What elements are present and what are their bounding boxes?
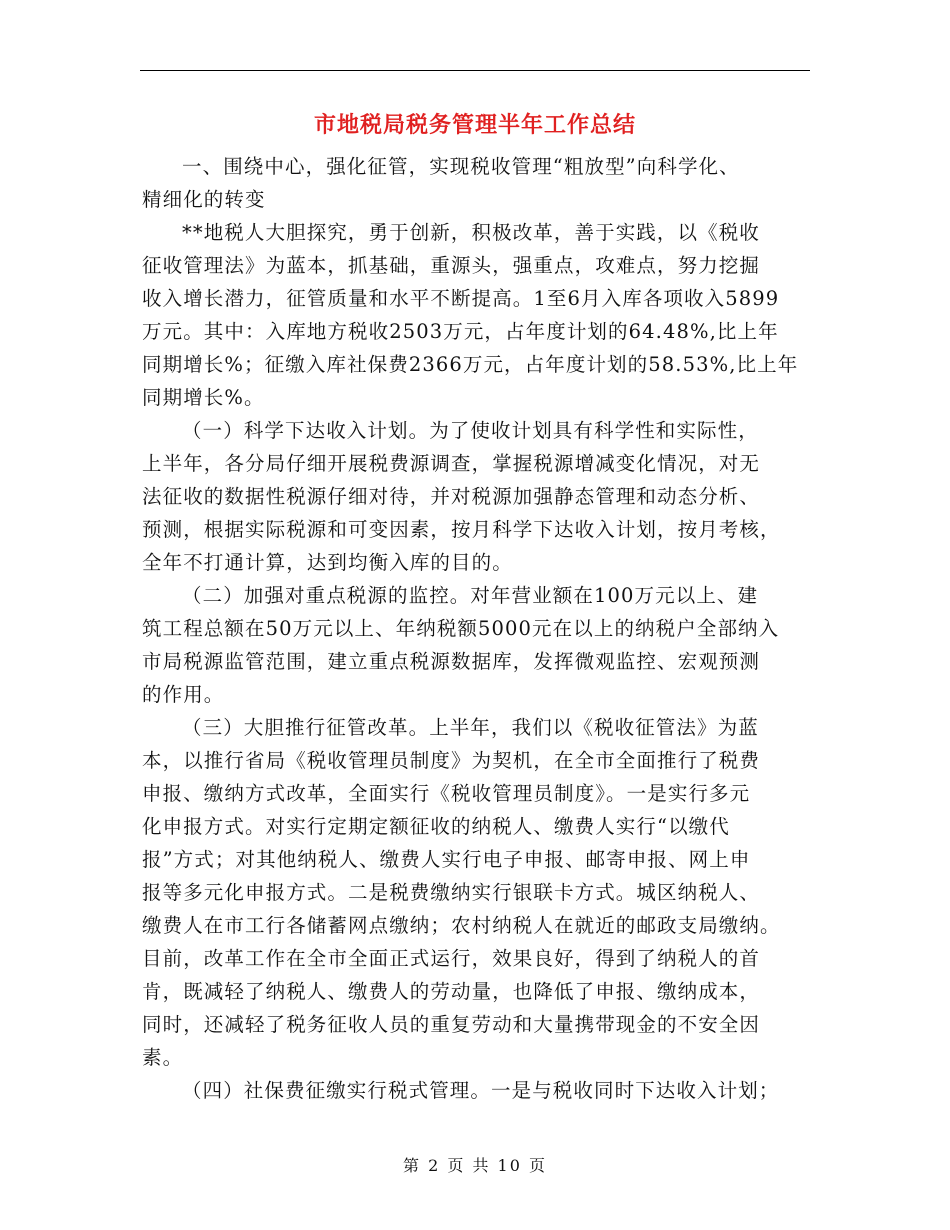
header-rule <box>140 70 810 71</box>
text-line: 同时，还减轻了税务征收人员的重复劳动和大量携带现金的不安全因 <box>142 1013 761 1036</box>
text-line: 一、围绕中心，强化征管，实现税收管理“粗放型”向科学化、 <box>182 155 740 178</box>
text-line: 本，以推行省局《税收管理员制度》为契机，在全市全面推行了税费 <box>142 749 761 772</box>
text-line: （二）加强对重点税源的监控。对年营业额在100万元以上、建 <box>182 584 759 607</box>
text-line: 申报、缴纳方式改革，全面实行《税收管理员制度》。一是实行多元 <box>142 782 751 805</box>
text-line: （四）社保费征缴实行税式管理。一是与税收同时下达收入计划； <box>182 1079 780 1102</box>
text-line: 上半年，各分局仔细开展税费源调查，掌握税源增减变化情况，对无 <box>142 452 761 475</box>
text-line: 化申报方式。对实行定期定额征收的纳税人、缴费人实行“以缴代 <box>142 815 730 838</box>
document-title: 市地税局税务管理半年工作总结 <box>313 112 636 138</box>
text-line: 预测，根据实际税源和可变因素，按月科学下达收入计划，按月考核， <box>142 518 781 541</box>
text-line: 市局税源监管范围，建立重点税源数据库，发挥微观监控、宏观预测 <box>142 650 761 673</box>
text-line: 收入增长潜力，征管质量和水平不断提高。1至6月入库各项收入5899 <box>142 287 780 310</box>
text-line: 全年不打通计算，达到均衡入库的目的。 <box>142 551 513 574</box>
text-line: 同期增长%；征缴入库社保费2366万元，占年度计划的58.53%,比上年 <box>142 353 799 376</box>
text-line: 报”方式；对其他纳税人、缴费人实行电子申报、邮寄申报、网上申 <box>142 848 751 871</box>
text-line: 精细化的转变 <box>142 188 266 211</box>
text-line: 筑工程总额在50万元以上、年纳税额5000元在以上的纳税户全部纳入 <box>142 617 780 640</box>
text-line: 万元。其中：入库地方税收2503万元，占年度计划的64.48%,比上年 <box>142 320 779 343</box>
text-line: 法征收的数据性税源仔细对待，并对税源加强静态管理和动态分析、 <box>142 485 761 508</box>
text-line: 报等多元化申报方式。二是税费缴纳实行银联卡方式。城区纳税人、 <box>142 881 761 904</box>
text-line: **地税人大胆探究，勇于创新，积极改革，善于实践，以《税收 <box>182 221 760 244</box>
text-line: （三）大胆推行征管改革。上半年，我们以《税收征管法》为蓝 <box>182 716 759 739</box>
text-line: 缴费人在市工行各储蓄网点缴纳；农村纳税人在就近的邮政支局缴纳。 <box>142 914 781 937</box>
text-line: 同期增长%。 <box>142 386 265 409</box>
text-line: 肯，既减轻了纳税人、缴费人的劳动量，也降低了申报、缴纳成本， <box>142 980 761 1003</box>
text-line: 征收管理法》为蓝本，抓基础，重源头，强重点，攻难点，努力挖掘 <box>142 254 761 277</box>
text-line: 素。 <box>142 1046 184 1069</box>
page-number: 第 2 页 共 10 页 <box>403 1156 547 1175</box>
text-line: 的作用。 <box>142 683 225 706</box>
text-line: 目前，改革工作在全市全面正式运行，效果良好，得到了纳税人的首 <box>142 947 761 970</box>
text-line: （一）科学下达收入计划。为了使收计划具有科学性和实际性， <box>182 419 759 442</box>
